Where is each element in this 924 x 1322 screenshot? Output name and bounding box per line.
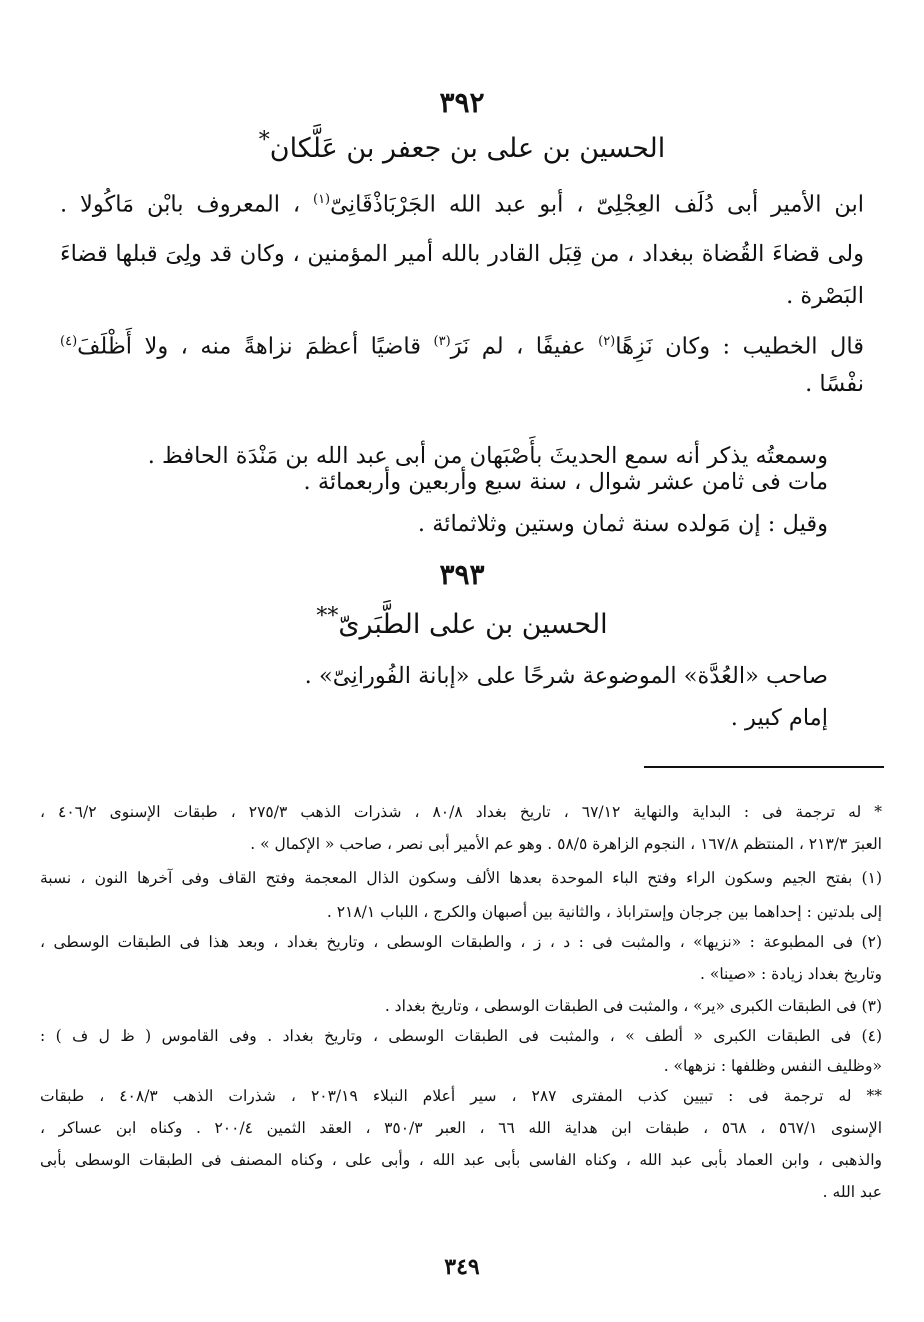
entry-number: ٣٩٣ [439,558,485,591]
entry-title [0,128,924,164]
text-line [60,322,864,367]
text-line: مات فى ثامن عشر شوال ، سنة سبع وأربعين وأربعمائة . [303,469,828,495]
text-line: وسمعتُه يذكر أنه سمع الحديثَ بأَصْبَهان من أبى عبد الله بن مَنْدَة الحافظ . [147,443,828,469]
footnote-line: (١) بفتح الجيم وسكون الراء وفتح الباء الموحدة بعدها الألف وسكون الذال المعجمة وفتح القاف وفى آخرها النون ، نسبة [40,869,882,887]
text-segment: ، المعروف بابْن مَاكُولا . [60,191,301,218]
text-line: وقيل : إن مَولده سنة ثمان وستين وثلاثمائة . [417,511,828,537]
footnote-line: الإسنوى ٥٦٧/١ ، ٥٦٨ ، طبقات ابن هداية الله ٦٦ ، العبر ٣٥٠/٣ ، العقد الثمين ٢٠٠/٤ . وكناه ابن عساكر ، [40,1119,882,1137]
entry-title [0,604,924,640]
text-line: صاحب «العُدَّة» الموضوعة شرحًا على «إبانة الفُورانِىّ» . [304,663,828,689]
text-line [60,180,864,225]
footnote-ref: (٤) [60,334,78,349]
text-segment: قاضيًا أعظمَ نزاهةً منه ، ولا أَظْلَفَ [77,333,422,360]
footnote-star-marker: ** [316,604,339,629]
text-segment: عفيفًا ، لم نَرَ [450,333,586,360]
footnote-line: وتاريخ بغداد زيادة : «صينا» . [700,965,882,983]
footnote-line: (٣) فى الطبقات الكبرى «ير» ، والمثبت فى الطبقات الوسطى ، وتاريخ بغداد . [384,997,882,1015]
text-line: إمام كبير . [730,705,828,731]
text-line: نفْسًا . [805,371,864,397]
entry-title-text: الحسين بن على الطَّبَرىّ [338,609,608,640]
footnote-line: عبد الله . [822,1183,882,1201]
text-segment: قال الخطيب : وكان نَزِهًا [615,333,864,360]
footnote-line: «وظليف النفس وظلفها : نزهها» . [663,1057,882,1075]
footnote-line: إلى بلدتين : إحداهما بين جرجان وإستراباذ ، والثانية بين أصبهان والكرج ، اللباب ٢١٨/١ . [326,903,882,921]
footnote-line: (٤) فى الطبقات الكبرى « ألطف » ، والمثبت فى الطبقات الوسطى ، وتاريخ بغداد . وفى القاموس ( ظ ل ف ) : [40,1027,882,1045]
page-number: ٣٤٩ [444,1254,480,1280]
entry-number: ٣٩٢ [439,86,485,119]
footnote-ref: (١) [312,192,331,207]
footnote-line: العبرَ ٢١٣/٣ ، المنتظم ١٦٧/٨ ، النجوم الزاهرة ٥٨/٥ . وهو عم الأمير أبى نصر ، صاحب « الإكمال » . [250,835,882,853]
footnote-line: ** له ترجمة فى : تبيين كذب المفترى ٢٨٧ ، سير أعلام النبلاء ٢٠٣/١٩ ، شذرات الذهب ٤٠٨/٣ ، طبقات [40,1087,882,1105]
footnote-ref: (٢) [598,334,616,349]
entry-title-text: الحسين بن على بن جعفر بن عَلَّكان [269,133,666,164]
text-line: ولى قضاءَ القُضاة ببغداد ، من قِبَل القادر بالله أمير المؤمنين ، وكان قد ولِىَ قبلها قضاءَ [60,241,864,267]
footnote-ref: (٣) [433,334,451,349]
footnote-line: والذهبى ، وابن العماد بأبى عبد الله ، وكناه الفاسى بأبى عبد الله ، وأبى على ، وكناه المصنف فى الطبقات الوسطى بأبى [40,1151,882,1169]
footnote-line: * له ترجمة فى : البداية والنهاية ٦٧/١٢ ، تاريخ بغداد ٨٠/٨ ، شذرات الذهب ٢٧٥/٣ ، طبقات الإسنوى ٤٠٦/٢ ، [40,803,882,821]
footnote-star-marker: * [258,128,270,153]
footnote-separator [644,766,884,768]
footnote-line: (٢) فى المطبوعة : «نزيها» ، والمثبت فى : د ، ز ، والطبقات الوسطى ، وتاريخ بغداد ، وبعد هذا فى الطبقات الوسطى ، [40,933,882,951]
text-line: البَصْرة . [786,283,864,309]
text-segment: ابن الأمير أبى دُلَف العِجْلِىّ ، أبو عبد الله الجَرْبَاذْقَانِىّ [330,191,864,218]
